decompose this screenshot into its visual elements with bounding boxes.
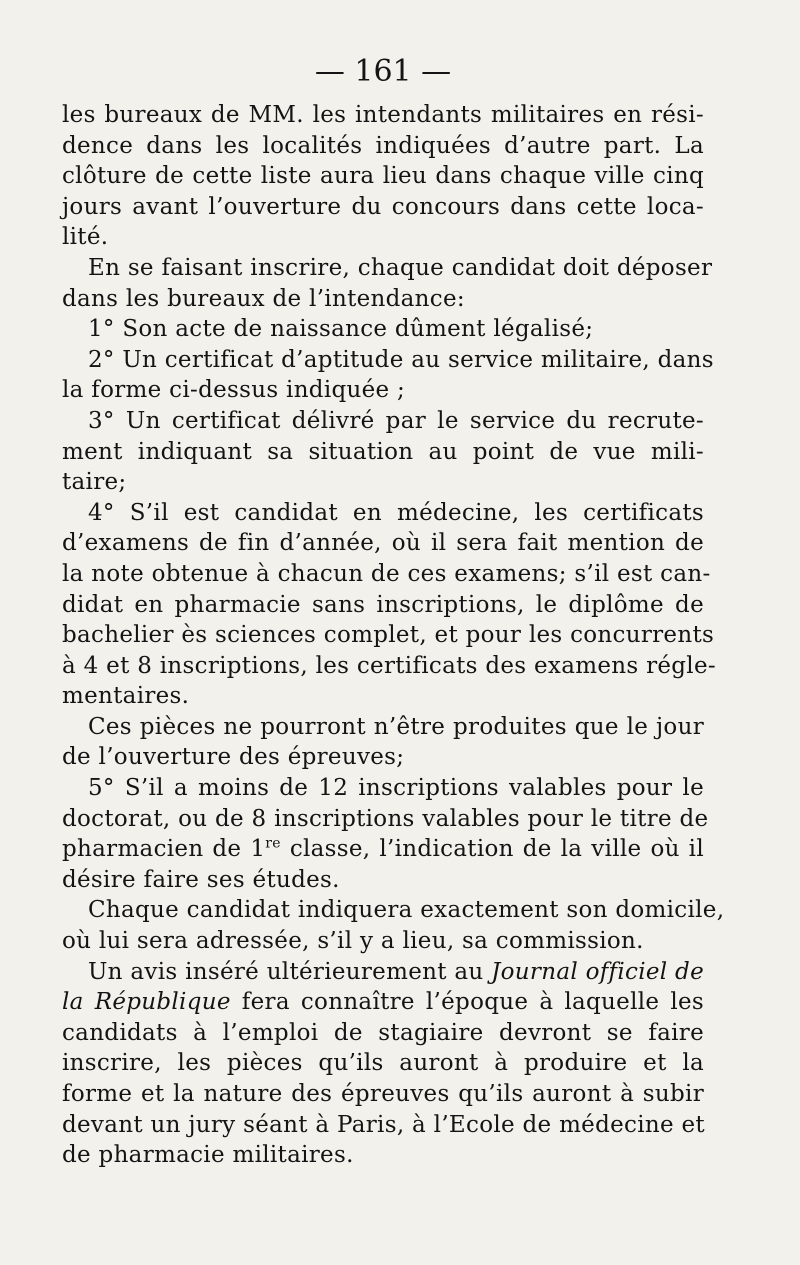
text-line: de pharmacie militaires. [62,1142,354,1169]
text-line: bachelier ès sciences complet, et pour les concurrents [62,622,715,649]
text-line: 4° S’il est candidat en médecine, les certificats [88,499,704,526]
text-line: la note obtenue à chacun de ces examens; s’il est can- [62,560,711,587]
text-line: En se faisant inscrire, chaque candidat doit déposer [88,254,713,281]
text-line: à 4 et 8 inscriptions, les certificats des examens régle- [62,652,716,679]
text-line: 3° Un certificat délivré par le service du recrute- [88,407,704,434]
text-line: clôture de cette liste aura lieu dans chaque ville cinq [62,163,704,190]
text-line: d’examens de fin d’année, où il sera fait mention de [62,530,704,557]
text-line: 5° S’il a moins de 12 inscriptions valables pour le [88,775,704,802]
text-line: jours avant l’ouverture du concours dans cette loca- [62,193,704,220]
text-line: désire faire ses études. [62,866,340,893]
text-line: didat en pharmacie sans inscriptions, le diplôme de [62,591,704,618]
text-line: la République fera connaître l’époque à laquelle les [62,989,705,1016]
text-line: inscrire, les pièces qu’ils auront à produire et la [62,1050,704,1077]
text-line: candidats à l’emploi de stagiaire devront se faire [62,1019,704,1046]
text-line: Ces pièces ne pourront n’être produites que le jour [88,713,704,740]
text-line: 1° Son acte de naissance dûment légalisé; [88,316,594,343]
text-line: doctorat, ou de 8 inscriptions valables pour le titre de [62,805,709,832]
text-line: forme et la nature des épreuves qu’ils auront à subir [62,1081,704,1107]
text-line: devant un jury séant à Paris, à l’Ecole de médecine et [62,1111,705,1138]
page-text [62,100,725,1171]
text-line: dence dans les localités indiquées d’autre part. La [62,132,704,159]
text-line: dans les bureaux de l’intendance: [62,285,465,312]
text-line: pharmacien de 1re classe, l’indication de la ville où il [62,835,704,863]
text-line: ment indiquant sa situation au point de vue mili- [62,438,704,465]
text-line: les bureaux de MM. les intendants militaires en rési- [62,102,704,128]
text-line: lité. [62,224,109,251]
page-number: — 161 — [314,54,452,89]
text-line: où lui sera adressée, s’il y a lieu, sa commission. [62,928,644,955]
text-line: Chaque candidat indiquera exactement son domicile, [88,897,725,924]
text-line: Un avis inséré ultérieurement au Journal officiel de [88,958,704,985]
text-line: la forme ci-dessus indiquée ; [62,377,406,404]
text-line: taire; [62,469,127,496]
text-line: 2° Un certificat d’aptitude au service militaire, dans [88,346,714,373]
text-line: de l’ouverture des épreuves; [62,744,405,771]
text-line: mentaires. [62,683,190,710]
